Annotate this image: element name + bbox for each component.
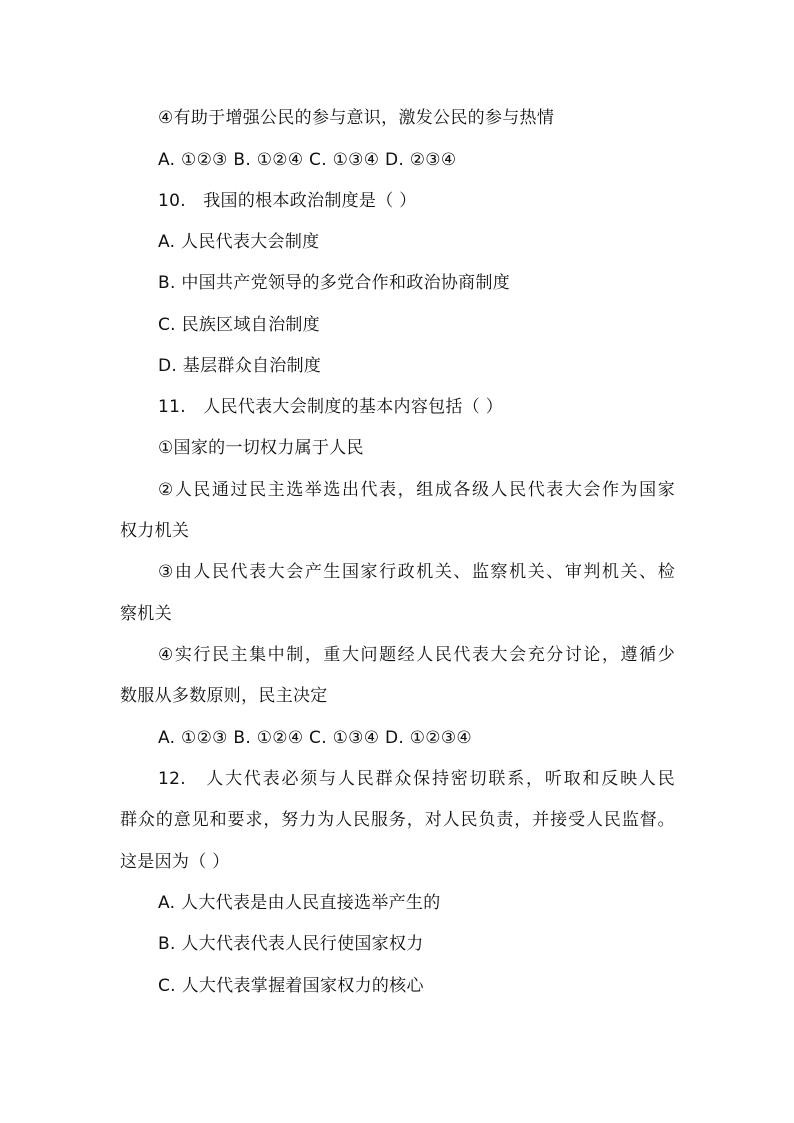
q11-statement-3-cont: 察机关	[120, 604, 172, 624]
q12-option-c: C. 人大代表掌握着国家权力的核心	[158, 976, 424, 996]
option-statement-4: ④有助于增强公民的参与意识，激发公民的参与热情	[158, 108, 555, 128]
question-12: 12. 人大代表必须与人民群众保持密切联系，听取和反映人民	[158, 769, 675, 789]
q12-option-a: A. 人大代表是由人民直接选举产生的	[158, 893, 441, 913]
q10-option-d: D. 基层群众自治制度	[158, 356, 322, 376]
q10-option-c: C. 民族区域自治制度	[158, 315, 320, 335]
q11-statement-4-cont: 数服从多数原则，民主决定	[120, 686, 328, 706]
question-10: 10. 我国的根本政治制度是（ ）	[158, 191, 417, 211]
answer-choices-q11: A. ①②③ B. ①②④ C. ①③④ D. ①②③④	[158, 728, 472, 748]
q11-statement-2: ②人民通过民主选举选出代表，组成各级人民代表大会作为国家	[158, 480, 675, 500]
q11-statement-2-cont: 权力机关	[120, 521, 190, 541]
q12-option-b: B. 人大代表代表人民行使国家权力	[158, 934, 424, 954]
q10-option-b: B. 中国共产党领导的多党合作和政治协商制度	[158, 273, 511, 293]
question-12-cont: 群众的意见和要求，努力为人民服务，对人民负责，并接受人民监督。	[120, 810, 675, 830]
question-11: 11. 人民代表大会制度的基本内容包括（ ）	[158, 397, 504, 417]
answer-choices-q9: A. ①②③ B. ①②④ C. ①③④ D. ②③④	[158, 150, 457, 170]
q10-option-a: A. 人民代表大会制度	[158, 232, 320, 252]
q11-statement-1: ①国家的一切权力属于人民	[158, 438, 364, 458]
q11-statement-4: ④实行民主集中制，重大问题经人民代表大会充分讨论，遵循少	[158, 645, 675, 665]
question-12-cont-2: 这是因为（ ）	[120, 852, 230, 872]
q11-statement-3: ③由人民代表大会产生国家行政机关、监察机关、审判机关、检	[158, 562, 675, 582]
